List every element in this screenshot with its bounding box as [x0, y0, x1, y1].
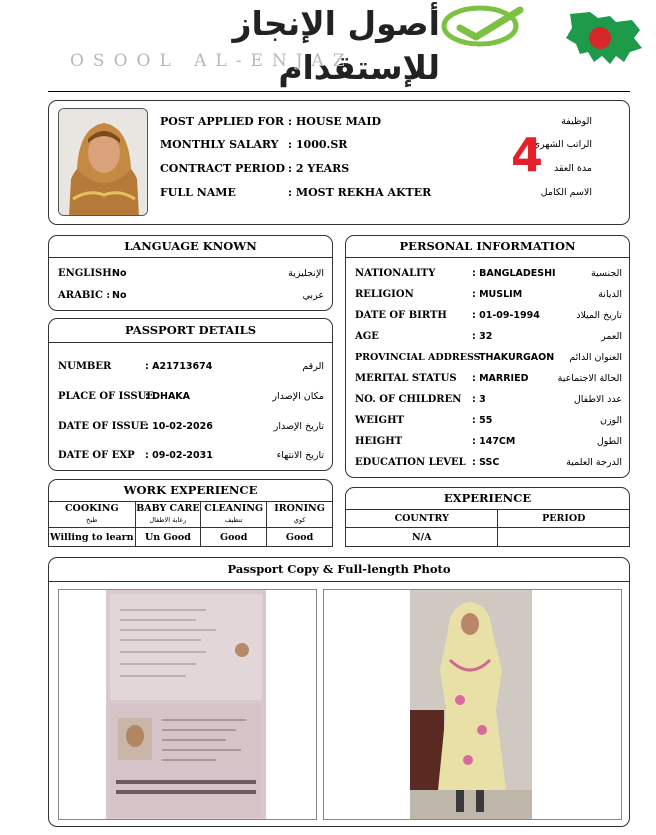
place-of-issue-value: : DHAKA [145, 391, 191, 402]
age-value: : 32 [472, 331, 493, 342]
passport-copy-image [106, 590, 266, 820]
english-label: ENGLISH: [58, 268, 116, 279]
weight-label: WEIGHT [355, 415, 404, 426]
full-length-photo-image [410, 590, 532, 820]
photos-title: Passport Copy & Full-length Photo [49, 558, 629, 582]
date-of-birth-value: : 01-09-1994 [472, 310, 540, 321]
date-of-exp-arabic: تاريخ الانتهاء [276, 450, 324, 461]
arabic-value: No [112, 290, 127, 301]
religion-label: RELIGION [355, 289, 414, 300]
work-experience-title: WORK EXPERIENCE [123, 483, 258, 497]
candidate-number: 4 [510, 128, 543, 182]
religion-arabic: الديانة [598, 289, 622, 300]
company-name-latin: OSOOL AL-ENJAZ [70, 51, 354, 71]
full-length-photo-panel [323, 589, 622, 820]
header-divider [48, 91, 630, 92]
contract-period-label: CONTRACT PERIOD [160, 162, 286, 175]
header [0, 0, 656, 87]
company-logo-icon [440, 4, 526, 48]
religion-value: : MUSLIM [472, 289, 523, 300]
personal-info-title: PERSONAL INFORMATION [346, 236, 629, 258]
children-arabic: عدد الاطفال [573, 394, 622, 405]
country-header: COUNTRY [346, 510, 498, 528]
passport-title: PASSPORT DETAILS [49, 319, 332, 343]
marital-status-value: : MARRIED [472, 373, 529, 384]
age-label: AGE [355, 331, 379, 342]
age-arabic: العمر [601, 331, 622, 342]
post-applied-label: POST APPLIED FOR [160, 115, 285, 128]
cooking-header: COOKING طبخ [49, 502, 136, 528]
nationality-arabic: الجنسية [591, 268, 622, 279]
period-header: PERIOD [498, 510, 630, 528]
provincial-address-label: PROVINCIAL ADDRESS: [355, 352, 485, 363]
english-arabic: الإنجليزية [288, 268, 324, 279]
provincial-address-value: THAKURGAON [479, 352, 555, 363]
place-of-issue-label: PLACE OF ISSUE [58, 391, 154, 402]
arabic-arabic: عربي [302, 290, 324, 301]
full-name-value: : MOST REKHA AKTER [288, 186, 432, 199]
arabic-label: ARABIC : [58, 290, 111, 301]
date-of-exp-value: : 09-02-2031 [145, 450, 213, 461]
monthly-salary-value: : 1000.SR [288, 138, 348, 151]
education-value: : SSC [472, 457, 500, 468]
contract-period-arabic: مدة العقد [554, 163, 592, 174]
passport-number-value: : A21713674 [145, 361, 213, 372]
date-of-issue-label: DATE OF ISSUE [58, 421, 147, 432]
education-arabic: الدرجة العلمية [566, 457, 622, 468]
weight-value: : 55 [472, 415, 493, 426]
ironing-header: IRONING كوي [267, 502, 333, 528]
work-experience-table [48, 501, 333, 547]
date-of-issue-arabic: تاريخ الإصدار [273, 421, 324, 432]
country-value: N/A [346, 528, 498, 547]
marital-status-label: MERITAL STATUS [355, 373, 457, 384]
ironing-value: Good [267, 528, 333, 547]
nationality-value: : BANGLADESHI [472, 268, 556, 279]
english-value: No [112, 268, 127, 279]
bangladesh-map-flag-icon [560, 8, 648, 68]
period-value [498, 528, 630, 547]
company-name-arabic: أصول الإنجاز للإستقدام [232, 4, 440, 87]
date-of-issue-value: : 10-02-2026 [145, 421, 213, 432]
monthly-salary-arabic: الراتب الشهري [532, 139, 592, 150]
baby-care-header: BABY CARE رعاية الاطفال [135, 502, 201, 528]
place-of-issue-arabic: مكان الإصدار [272, 391, 324, 402]
provincial-address-arabic: العنوان الدائم [569, 352, 622, 363]
cleaning-header: CLEANING تنظيف [201, 502, 267, 528]
date-of-exp-label: DATE OF EXP [58, 450, 135, 461]
passport-copy-panel [58, 589, 317, 820]
full-name-label: FULL NAME [160, 186, 236, 199]
experience-title: EXPERIENCE [443, 491, 532, 505]
date-of-birth-label: DATE OF BIRTH [355, 310, 447, 321]
height-label: HEIGHT [355, 436, 403, 447]
cleaning-value: Good [201, 528, 267, 547]
children-value: : 3 [472, 394, 486, 405]
weight-arabic: الوزن [599, 415, 622, 426]
full-name-arabic: الاسم الكامل [540, 187, 592, 198]
cooking-value: Willing to learn [49, 528, 136, 547]
baby-care-value: Un Good [135, 528, 201, 547]
post-applied-value: : HOUSE MAID [288, 115, 382, 128]
post-applied-arabic: الوظيفة [561, 116, 592, 127]
language-title: LANGUAGE KNOWN [49, 236, 332, 258]
marital-status-arabic: الحالة الاجتماعية [557, 373, 622, 384]
education-label: EDUCATION LEVEL [355, 457, 466, 468]
date-of-birth-arabic: تاريخ الميلاد [576, 310, 622, 321]
children-label: NO. OF CHILDREN [355, 394, 462, 405]
candidate-photo [58, 108, 148, 216]
height-arabic: الطول [596, 436, 622, 447]
nationality-label: NATIONALITY [355, 268, 436, 279]
contract-period-value: : 2 YEARS [288, 162, 350, 175]
passport-number-arabic: الرقم [302, 361, 324, 372]
experience-table [345, 509, 630, 547]
passport-number-label: NUMBER [58, 361, 112, 372]
monthly-salary-label: MONTHLY SALARY [160, 138, 279, 151]
height-value: : 147CM [472, 436, 516, 447]
